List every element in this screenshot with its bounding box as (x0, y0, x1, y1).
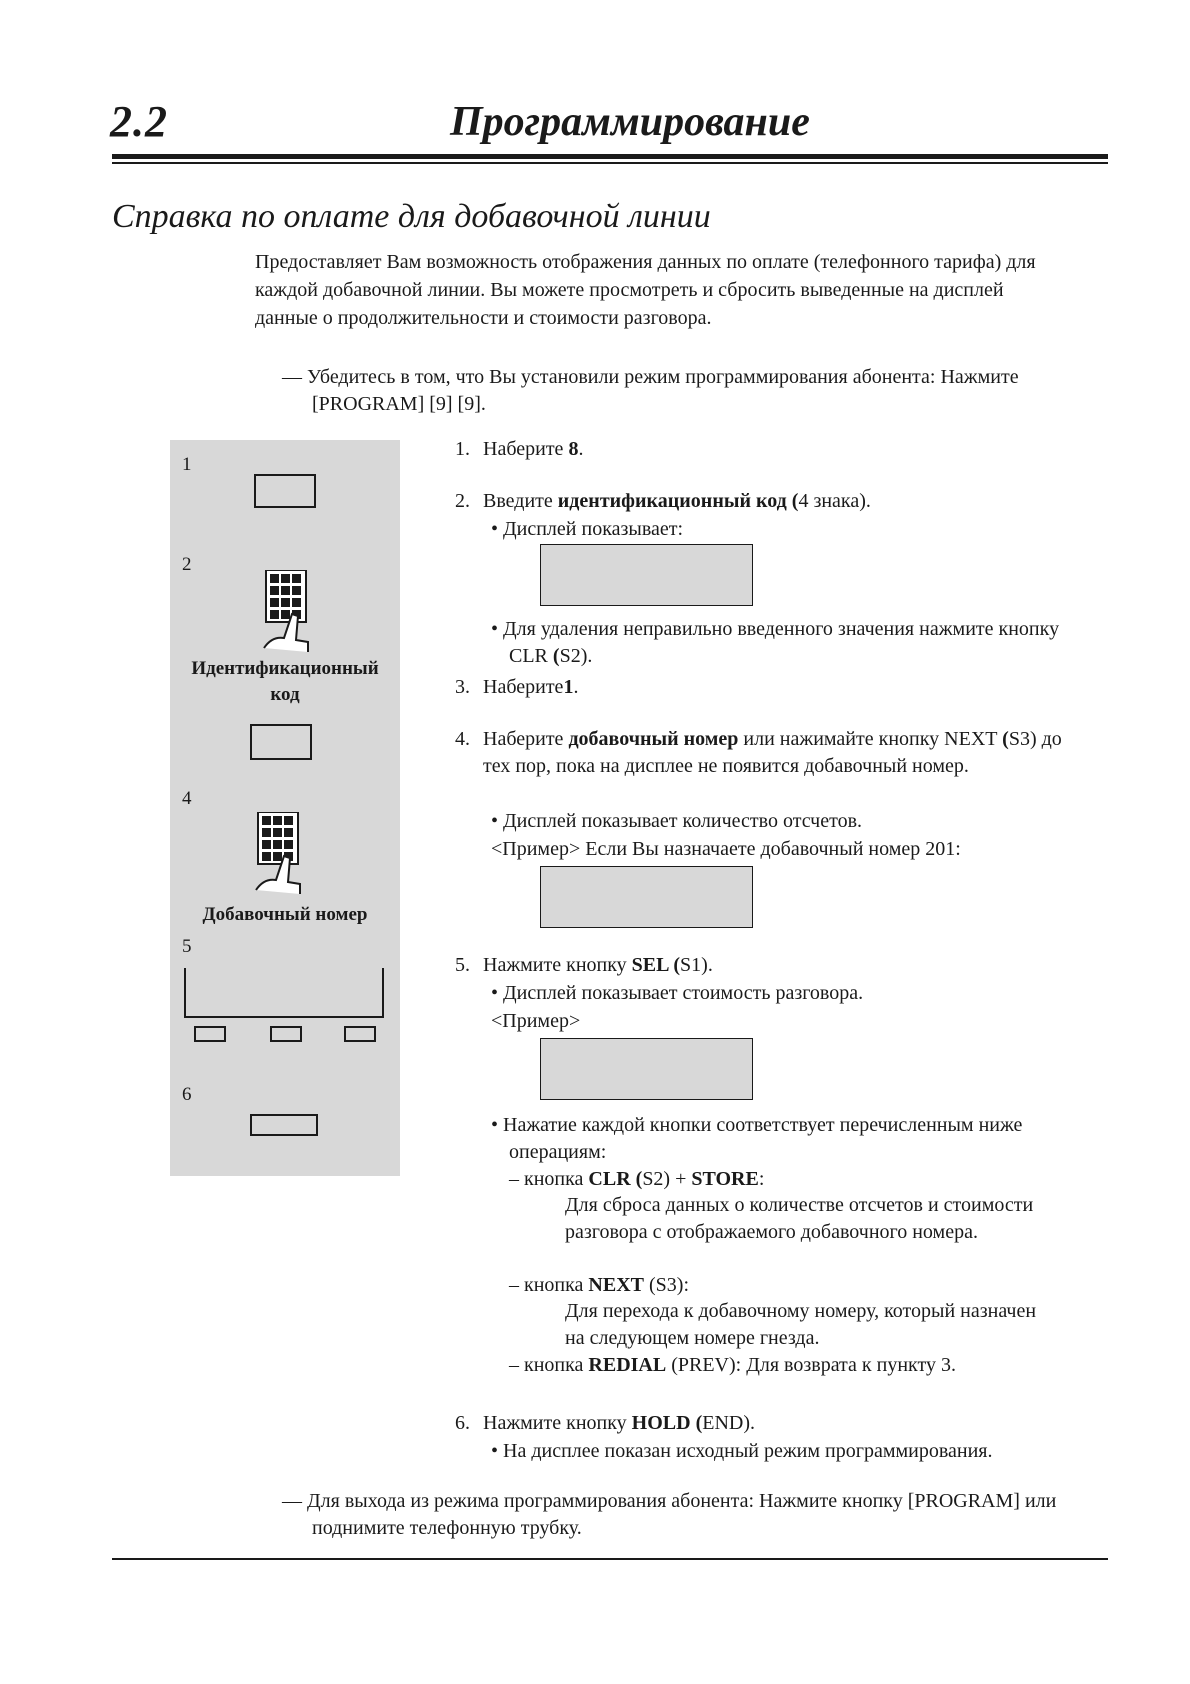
operation-next-post: (S3): (644, 1274, 689, 1296)
step-2-bullet-2-post: S2). (559, 645, 593, 667)
step-5-example: <Пример> (491, 1010, 581, 1032)
step-2-bold: идентификационный код ( (557, 490, 799, 512)
step-4-bold-2: ( (1002, 728, 1009, 750)
section-title: Программирование (450, 99, 810, 145)
step-1-post: . (578, 438, 584, 460)
panel-step-2-number: 2 (182, 554, 192, 575)
step-3-text (483, 674, 1095, 701)
panel-step-1-number: 1 (182, 454, 192, 475)
panel-label-id-code (170, 656, 400, 708)
step-2-pre: Введите (483, 490, 558, 512)
panel-soft-key-1 (194, 1026, 226, 1042)
step-1-pre: Наберите (483, 438, 569, 460)
panel-step-4-number: 4 (182, 788, 192, 809)
step-4-bullet-1: • Дисплей показывает количество отсчетов. (491, 810, 863, 832)
operation-clr-store-desc: Для сброса данных о количестве отсчетов и стоимости разговора с отображаемого добавочного номера. (565, 1194, 1034, 1243)
step-2-bullet-2-bold: ( (552, 645, 560, 667)
step-5-pre: Нажмите кнопку (483, 954, 632, 976)
step-4-post: S3) до тех пор, пока на дисплее не появится добавочный номер. (483, 728, 1062, 777)
operation-redial-pre: – кнопка (509, 1354, 589, 1376)
panel-key-step-1 (254, 474, 316, 508)
operation-redial (509, 1352, 1089, 1379)
panel-label-id-code-line1: Идентификационный (191, 658, 379, 679)
step-1-bold: 8 (568, 438, 579, 460)
page-subtitle: Справка по оплате для добавочной линии (112, 198, 711, 235)
step-5-bold: SEL ( (631, 954, 681, 976)
intro-paragraph: Предоставляет Вам возможность отображения данных по оплате (телефонного тарифа) для каждой добавочной линии. Вы можете просмотреть и сбросить выведенные на дисплей данные о продолжительности и стоимости разговора. (255, 251, 1036, 329)
panel-step-5-number: 5 (182, 936, 192, 957)
operation-clr-store-pre: – кнопка (509, 1168, 589, 1190)
step-1-number: 1. (455, 438, 470, 460)
illustration-panel (170, 440, 400, 1176)
step-6-text (483, 1410, 1095, 1437)
step-6-bullet-1: • На дисплее показан исходный режим программирования. (491, 1440, 993, 1462)
panel-soft-key-2 (270, 1026, 302, 1042)
step-6-pre: Нажмите кнопку (483, 1412, 632, 1434)
step-4-number: 4. (455, 728, 470, 750)
operation-redial-bold: REDIAL (588, 1354, 667, 1376)
step-6-number: 6. (455, 1412, 470, 1434)
panel-soft-key-3 (344, 1026, 376, 1042)
step-2-bullet-2 (491, 616, 1069, 670)
step-2 (455, 488, 1095, 515)
display-box-step-5 (540, 1038, 753, 1100)
header-rule-thin (112, 162, 1108, 164)
operation-clr-store-mid: S2) + (642, 1168, 692, 1190)
step-6-post: END). (702, 1412, 755, 1434)
step-3-pre: Наберите (483, 676, 564, 698)
step-3-post: . (573, 676, 579, 698)
step-4-text (483, 726, 1073, 780)
panel-label-id-code-line2: код (270, 684, 300, 705)
section-number: 2.2 (110, 97, 168, 146)
panel-display-outline (184, 968, 384, 1018)
operation-next-pre: – кнопка (509, 1274, 589, 1296)
panel-step-6-number: 6 (182, 1084, 192, 1105)
operation-next-bold: NEXT (588, 1274, 644, 1296)
step-2-bullet-2-pre: • Для удаления неправильно введенного значения нажмите кнопку CLR (491, 618, 1060, 667)
step-5-text (483, 952, 1095, 979)
post-note: — Для выхода из режима программирования абонента: Нажмите кнопку [PROGRAM] или поднимите телефонную трубку. (282, 1490, 1057, 1539)
step-1 (455, 436, 1095, 463)
step-4-example: <Пример> Если Вы назначаете добавочный номер 201: (491, 838, 961, 860)
keypad-icon-2 (254, 812, 284, 852)
step-4 (455, 726, 1095, 780)
step-3-bold: 1 (563, 676, 574, 698)
step-4-pre: Наберите (483, 728, 569, 750)
header-rule-thick (112, 154, 1108, 159)
step-5-post: S1). (680, 954, 713, 976)
operation-clr-store-bold: CLR ( (588, 1168, 643, 1190)
keypad-hand-icon (262, 570, 310, 652)
step-6-bold: HOLD ( (631, 1412, 703, 1434)
step-5 (455, 952, 1095, 979)
operation-next-desc: Для перехода к добавочному номеру, который назначен на следующем номере гнезда. (565, 1300, 1037, 1349)
step-1-text (483, 436, 1095, 463)
step-2-number: 2. (455, 490, 470, 512)
step-3-number: 3. (455, 676, 470, 698)
step-2-text (483, 488, 1095, 515)
panel-label-extension: Добавочный номер (202, 904, 368, 925)
bottom-rule (112, 1558, 1108, 1560)
step-3 (455, 674, 1095, 701)
step-2-post: 4 знака). (798, 490, 871, 512)
operation-clr-store-bold-2: STORE (691, 1168, 759, 1190)
step-2-bullet-1: • Дисплей показывает: (491, 518, 684, 540)
keypad-icon (262, 570, 292, 610)
operation-clr-store-post: : (758, 1168, 765, 1190)
panel-key-step-6 (250, 1114, 318, 1136)
step-5-bullet-1: • Дисплей показывает стоимость разговора. (491, 982, 864, 1004)
step-5-bullet-2: • Нажатие каждой кнопки соответствует перечисленным ниже операциям: (491, 1114, 1023, 1163)
step-4-bold-1: добавочный номер (568, 728, 739, 750)
step-6 (455, 1410, 1095, 1437)
operation-next (509, 1272, 689, 1299)
step-4-mid: или нажимайте кнопку NEXT (738, 728, 1003, 750)
step-5-number: 5. (455, 954, 470, 976)
display-box-step-4 (540, 866, 753, 928)
pre-note: — Убедитесь в том, что Вы установили режим программирования абонента: Нажмите [PROGRAM] [9] [9]. (282, 366, 1019, 415)
operation-redial-post: (PREV): Для возврата к пункту 3. (666, 1354, 956, 1376)
display-box-step-2 (540, 544, 753, 606)
operation-clr-store (509, 1166, 764, 1193)
keypad-hand-icon-2 (254, 812, 302, 894)
panel-key-step-3 (250, 724, 312, 760)
